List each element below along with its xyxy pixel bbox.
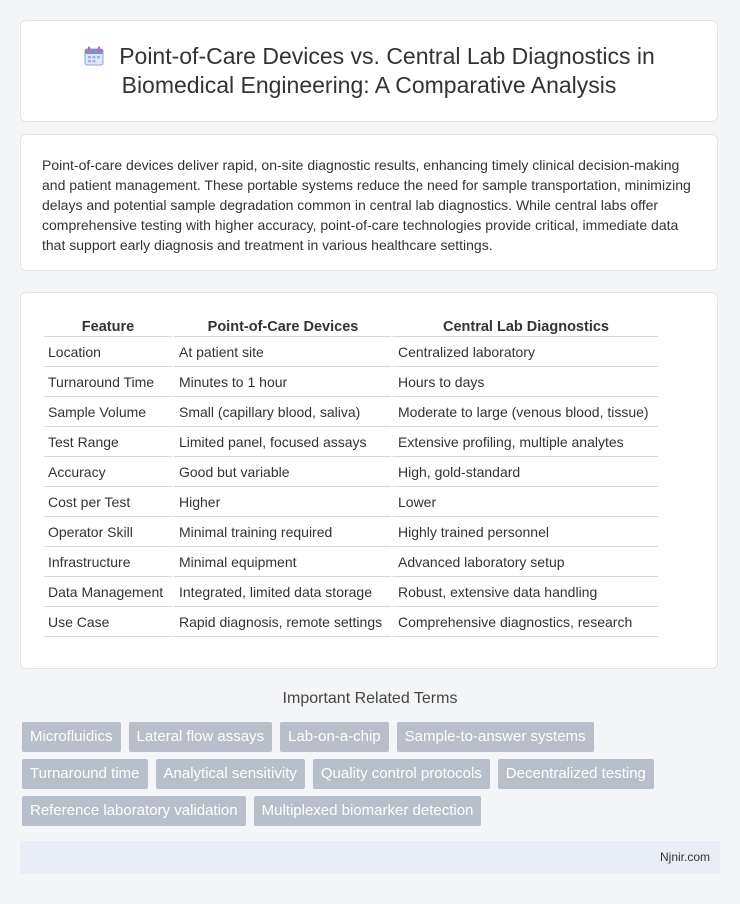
table-header-row <box>44 313 658 337</box>
table-row <box>44 547 658 577</box>
feature-cell: Test Range <box>44 427 172 457</box>
feature-cell: Turnaround Time <box>44 367 172 397</box>
central-lab-cell: Highly trained personnel <box>391 517 658 547</box>
central-lab-cell: Comprehensive diagnostics, research <box>391 607 658 637</box>
related-terms-list <box>22 722 722 833</box>
central-lab-cell: Extensive profiling, multiple analytes <box>391 427 658 457</box>
point-of-care-cell: At patient site <box>172 337 391 367</box>
column-header-point-of-care: Point-of-Care Devices <box>172 313 391 337</box>
feature-cell: Infrastructure <box>44 547 172 577</box>
feature-cell: Accuracy <box>44 457 172 487</box>
table-row <box>44 397 658 427</box>
footer-site[interactable]: Njnir.com <box>659 850 710 864</box>
related-terms-title: Important Related Terms <box>282 690 458 707</box>
summary-text: Point-of-care devices deliver rapid, on-site diagnostic results, enhancing timely clinical decision-making and patient management. These portable systems reduce the need for sample transportation, minimizing delays and potential sample degradation common in central lab diagnostics. While central labs offer comprehensive testing with higher accuracy, point-of-care technologies provide critical, immediate data that support early diagnosis and treatment in various healthcare settings. <box>42 157 691 253</box>
related-term-tag[interactable]: Decentralized testing <box>498 759 654 789</box>
central-lab-cell: High, gold-standard <box>391 457 658 487</box>
central-lab-cell: Robust, extensive data handling <box>391 577 658 607</box>
point-of-care-cell: Integrated, limited data storage <box>172 577 391 607</box>
tag-row <box>22 796 722 826</box>
point-of-care-cell: Minutes to 1 hour <box>172 367 391 397</box>
feature-cell: Use Case <box>44 607 172 637</box>
table-row <box>44 517 658 547</box>
related-term-tag[interactable]: Microfluidics <box>22 722 121 752</box>
related-term-tag[interactable]: Quality control protocols <box>313 759 490 789</box>
table-row <box>44 427 658 457</box>
central-lab-cell: Centralized laboratory <box>391 337 658 367</box>
central-lab-cell: Hours to days <box>391 367 658 397</box>
central-lab-cell: Advanced laboratory setup <box>391 547 658 577</box>
table-row <box>44 457 658 487</box>
feature-cell: Data Management <box>44 577 172 607</box>
feature-cell: Sample Volume <box>44 397 172 427</box>
related-term-tag[interactable]: Analytical sensitivity <box>156 759 305 789</box>
table-row <box>44 607 658 637</box>
point-of-care-cell: Higher <box>172 487 391 517</box>
related-term-tag[interactable]: Sample-to-answer systems <box>397 722 594 752</box>
point-of-care-cell: Rapid diagnosis, remote settings <box>172 607 391 637</box>
tag-row <box>22 722 722 752</box>
table-row <box>44 367 658 397</box>
related-term-tag[interactable]: Reference laboratory validation <box>22 796 246 826</box>
point-of-care-cell: Minimal training required <box>172 517 391 547</box>
comparison-table-card <box>20 292 718 669</box>
column-header-central-lab: Central Lab Diagnostics <box>391 313 658 337</box>
page-title-text: Point-of-Care Devices vs. Central Lab Diagnostics in Biomedical Engineering: A Comparative Analysis <box>119 43 655 98</box>
central-lab-cell: Moderate to large (venous blood, tissue) <box>391 397 658 427</box>
footer <box>20 841 720 874</box>
related-term-tag[interactable]: Lab-on-a-chip <box>280 722 389 752</box>
related-term-tag[interactable]: Lateral flow assays <box>129 722 273 752</box>
title-card <box>20 20 718 122</box>
feature-cell: Location <box>44 337 172 367</box>
feature-cell: Cost per Test <box>44 487 172 517</box>
point-of-care-cell: Small (capillary blood, saliva) <box>172 397 391 427</box>
related-term-tag[interactable]: Multiplexed biomarker detection <box>254 796 482 826</box>
related-term-tag[interactable]: Turnaround time <box>22 759 148 789</box>
calendar-icon <box>83 45 105 67</box>
table-row <box>44 337 658 367</box>
table-row <box>44 577 658 607</box>
summary-card <box>20 134 718 271</box>
column-header-feature: Feature <box>44 313 172 337</box>
comparison-table <box>44 313 658 637</box>
central-lab-cell: Lower <box>391 487 658 517</box>
tag-row <box>22 759 722 789</box>
point-of-care-cell: Minimal equipment <box>172 547 391 577</box>
point-of-care-cell: Limited panel, focused assays <box>172 427 391 457</box>
point-of-care-cell: Good but variable <box>172 457 391 487</box>
page-title <box>49 42 689 100</box>
feature-cell: Operator Skill <box>44 517 172 547</box>
table-row <box>44 487 658 517</box>
